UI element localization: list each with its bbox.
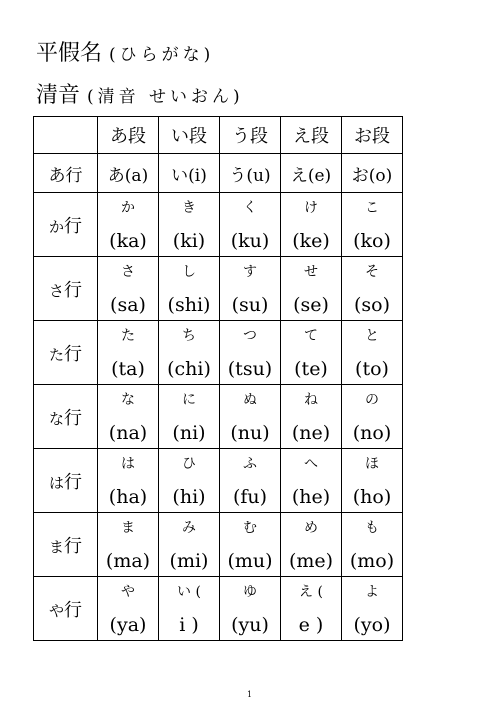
- row-label-suffix: 行: [64, 343, 82, 365]
- romaji: (yu): [231, 613, 269, 636]
- kana-cell: う(u): [220, 154, 281, 193]
- table-row: [34, 385, 403, 449]
- romaji: (yo): [353, 613, 391, 636]
- romaji: (chi): [167, 357, 211, 380]
- romaji: (ke): [292, 229, 330, 252]
- romaji: (ha): [108, 485, 148, 508]
- romaji: (te): [294, 357, 328, 380]
- page-title: [36, 40, 214, 69]
- romaji: (ka): [109, 229, 147, 252]
- romaji: (mo): [349, 549, 395, 572]
- row-label: [34, 513, 98, 577]
- kana-cell: [98, 385, 159, 449]
- table-row: [34, 513, 403, 577]
- romaji: (mu): [227, 549, 273, 572]
- kana-char: て: [304, 327, 318, 344]
- kana-char: は: [121, 455, 135, 472]
- kana-cell: [159, 321, 220, 385]
- kana-cell: [159, 385, 220, 449]
- header-row: [34, 117, 403, 154]
- row-label-kana: や: [48, 601, 64, 620]
- header-corner: [34, 117, 98, 154]
- row-label: [34, 385, 98, 449]
- subtitle-main: 清音: [36, 83, 81, 108]
- romaji: (me): [288, 549, 334, 572]
- row-label-suffix: 行: [64, 535, 82, 557]
- romaji: (se): [293, 293, 329, 316]
- kana-char: と: [365, 327, 379, 344]
- header-u-dan: う段: [220, 117, 281, 154]
- row-label-suffix: 行: [64, 279, 82, 301]
- kana-char: の: [365, 391, 379, 408]
- kana-cell: [159, 193, 220, 257]
- kana-char: な: [121, 391, 135, 408]
- romaji: (shi): [167, 293, 211, 316]
- kana-cell: あ(a): [98, 154, 159, 193]
- romaji: (su): [231, 293, 269, 316]
- kana-char: し: [182, 263, 196, 280]
- row-label-kana: ま: [48, 537, 64, 556]
- kana-cell: [342, 257, 403, 321]
- row-label: [34, 449, 98, 513]
- romaji: (to): [355, 357, 389, 380]
- romaji: (ni): [172, 421, 206, 444]
- kana-cell: [220, 257, 281, 321]
- kana-char: く: [243, 199, 257, 216]
- romaji: (nu): [230, 421, 270, 444]
- kana-char: や: [121, 583, 135, 600]
- kana-char: よ: [365, 583, 379, 600]
- subtitle-paren: (清音 せいおん): [87, 87, 244, 107]
- page-number: 1: [247, 690, 253, 699]
- kana-cell: [98, 257, 159, 321]
- kana-cell: [220, 513, 281, 577]
- kana-char: け: [304, 199, 318, 216]
- table-row: [34, 193, 403, 257]
- header-o-dan: お段: [342, 117, 403, 154]
- kana-cell: [342, 577, 403, 641]
- kana-char: ひ: [182, 455, 196, 472]
- kana-char: も: [365, 519, 379, 536]
- kana-char: み: [182, 519, 196, 536]
- table-row: [34, 321, 403, 385]
- row-label-suffix: 行: [64, 407, 82, 429]
- kana-char: た: [121, 327, 135, 344]
- title-paren: (ひらがな): [109, 45, 215, 65]
- kana-cell: い(i): [159, 154, 220, 193]
- kana-cell: [159, 577, 220, 641]
- kana-char: ち: [182, 327, 196, 344]
- table-row: [34, 257, 403, 321]
- row-a-gyou: [34, 154, 403, 193]
- kana-cell: [342, 321, 403, 385]
- kana-char: そ: [365, 263, 379, 280]
- kana-cell: [220, 321, 281, 385]
- kana-char: ま: [121, 519, 135, 536]
- row-label: あ行: [34, 154, 98, 193]
- row-label-kana: た: [48, 345, 64, 364]
- kana-cell: [281, 577, 342, 641]
- title-main: 平假名: [36, 41, 103, 66]
- romaji: (ta): [111, 357, 145, 380]
- kana-cell: [342, 193, 403, 257]
- kana-cell: [342, 449, 403, 513]
- kana-cell: [98, 193, 159, 257]
- kana-cell: [98, 449, 159, 513]
- kana-cell: [98, 577, 159, 641]
- row-label-kana: は: [48, 473, 64, 492]
- romaji: (sa): [110, 293, 146, 316]
- header-a-dan: あ段: [98, 117, 159, 154]
- romaji: (ma): [105, 549, 151, 572]
- romaji: (ko): [353, 229, 391, 252]
- kana-cell: [159, 449, 220, 513]
- kana-char: ほ: [365, 455, 379, 472]
- kana-cell: [220, 385, 281, 449]
- kana-char: ゆ: [243, 583, 257, 600]
- kana-char: せ: [304, 263, 318, 280]
- romaji: i ): [179, 613, 199, 636]
- romaji: (ya): [109, 613, 147, 636]
- row-label: [34, 321, 98, 385]
- romaji: (tsu): [227, 357, 273, 380]
- kana-cell: [220, 449, 281, 513]
- kana-char: い (: [177, 583, 201, 600]
- row-label-suffix: 行: [64, 215, 82, 237]
- kana-cell: [281, 513, 342, 577]
- section-title: [36, 82, 244, 111]
- row-label-suffix: 行: [64, 599, 82, 621]
- header-i-dan: い段: [159, 117, 220, 154]
- kana-cell: [281, 321, 342, 385]
- romaji: (mi): [169, 549, 209, 572]
- kana-char: こ: [365, 199, 379, 216]
- kana-cell: お(o): [342, 154, 403, 193]
- hiragana-table: [33, 116, 403, 641]
- kana-cell: [98, 513, 159, 577]
- kana-char: す: [243, 263, 257, 280]
- romaji: (ku): [230, 229, 270, 252]
- kana-cell: [342, 513, 403, 577]
- kana-cell: [281, 193, 342, 257]
- kana-cell: [281, 449, 342, 513]
- kana-char: か: [121, 199, 135, 216]
- romaji: (na): [108, 421, 148, 444]
- kana-char: ふ: [243, 455, 257, 472]
- romaji: e ): [298, 613, 324, 636]
- kana-cell: [342, 385, 403, 449]
- kana-cell: [281, 257, 342, 321]
- romaji: (no): [352, 421, 392, 444]
- romaji: (ho): [352, 485, 392, 508]
- romaji: (fu): [232, 485, 268, 508]
- kana-char: ね: [304, 391, 318, 408]
- romaji: (so): [353, 293, 390, 316]
- kana-cell: [220, 193, 281, 257]
- kana-char: さ: [121, 263, 135, 280]
- row-label-kana: な: [48, 409, 64, 428]
- row-label-kana: か: [48, 217, 64, 236]
- kana-char: に: [182, 391, 196, 408]
- row-label: [34, 577, 98, 641]
- kana-cell: [220, 577, 281, 641]
- kana-char: き: [182, 199, 196, 216]
- row-label: [34, 193, 98, 257]
- romaji: (hi): [172, 485, 206, 508]
- row-label: [34, 257, 98, 321]
- table-row: [34, 449, 403, 513]
- row-label-suffix: 行: [64, 471, 82, 493]
- kana-char: つ: [243, 327, 257, 344]
- header-e-dan: え段: [281, 117, 342, 154]
- kana-cell: [281, 385, 342, 449]
- kana-char: ぬ: [243, 391, 257, 408]
- kana-cell: え(e): [281, 154, 342, 193]
- kana-cell: [159, 513, 220, 577]
- kana-char: へ: [304, 455, 318, 472]
- kana-char: め: [304, 519, 318, 536]
- row-label-kana: さ: [48, 281, 64, 300]
- table-row: [34, 577, 403, 641]
- romaji: (ki): [172, 229, 206, 252]
- kana-char: え (: [299, 583, 323, 600]
- kana-cell: [159, 257, 220, 321]
- kana-char: む: [243, 519, 257, 536]
- kana-cell: [98, 321, 159, 385]
- romaji: (he): [291, 485, 331, 508]
- romaji: (ne): [291, 421, 331, 444]
